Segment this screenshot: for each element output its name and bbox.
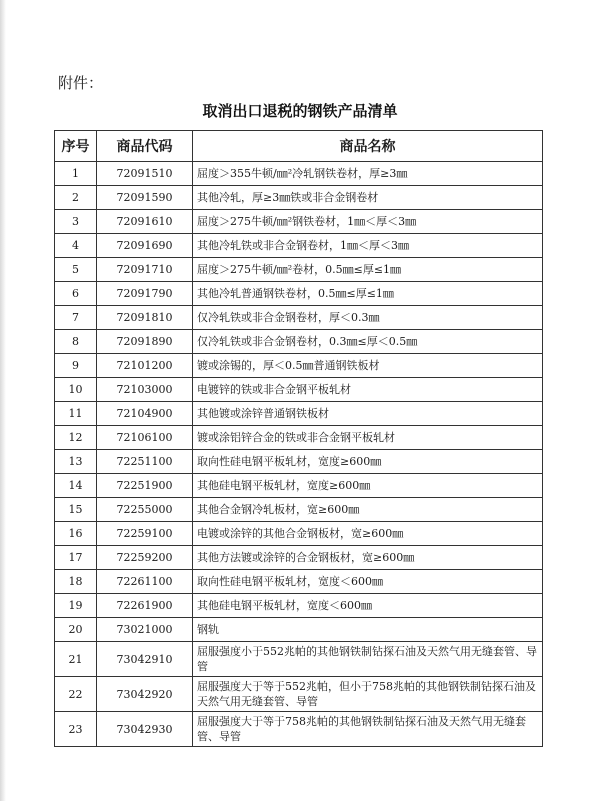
row-product-name: 屈度＞275牛顿/㎜²钢铁卷材，1㎜＜厚＜3㎜	[193, 210, 543, 234]
table-row	[55, 522, 543, 546]
row-product-code: 72091690	[97, 234, 193, 258]
row-serial-number: 21	[55, 642, 97, 677]
table-row	[55, 712, 543, 747]
table-row	[55, 258, 543, 282]
row-serial-number: 20	[55, 618, 97, 642]
row-product-code: 72091710	[97, 258, 193, 282]
row-serial-number: 3	[55, 210, 97, 234]
row-product-name: 其他硅电钢平板轧材，宽度＜600㎜	[193, 594, 543, 618]
row-product-name: 取向性硅电钢平板轧材，宽度＜600㎜	[193, 570, 543, 594]
row-serial-number: 4	[55, 234, 97, 258]
row-product-name: 其他镀或涂锌普通钢铁板材	[193, 402, 543, 426]
attachment-label: 附件：	[58, 74, 104, 92]
row-serial-number: 5	[55, 258, 97, 282]
row-product-code: 72259100	[97, 522, 193, 546]
table-row	[55, 282, 543, 306]
row-serial-number: 18	[55, 570, 97, 594]
header-product-code: 商品代码	[97, 131, 193, 162]
row-product-name: 其他硅电钢平板轧材，宽度≥600㎜	[193, 474, 543, 498]
row-product-name: 屈服强度大于等于552兆帕，但小于758兆帕的其他钢铁制钻探石油及天然气用无缝套管、导管	[193, 677, 543, 712]
row-product-code: 72091790	[97, 282, 193, 306]
row-product-code: 72091810	[97, 306, 193, 330]
row-product-code: 72091890	[97, 330, 193, 354]
row-product-code: 72251900	[97, 474, 193, 498]
row-product-name: 仅冷轧铁或非合金钢卷材，厚＜0.3㎜	[193, 306, 543, 330]
row-serial-number: 13	[55, 450, 97, 474]
row-product-code: 72106100	[97, 426, 193, 450]
row-serial-number: 9	[55, 354, 97, 378]
table-row	[55, 594, 543, 618]
row-serial-number: 23	[55, 712, 97, 747]
row-product-name: 屈服强度小于552兆帕的其他钢铁制钻探石油及天然气用无缝套管、导管	[193, 642, 543, 677]
product-table	[54, 130, 543, 747]
row-product-name: 其他冷轧普通钢铁卷材，0.5㎜≤厚≤1㎜	[193, 282, 543, 306]
table-row	[55, 546, 543, 570]
row-serial-number: 1	[55, 162, 97, 186]
table-row	[55, 402, 543, 426]
row-product-code: 72259200	[97, 546, 193, 570]
row-product-code: 73042920	[97, 677, 193, 712]
row-product-name: 其他冷轧铁或非合金钢卷材，1㎜＜厚＜3㎜	[193, 234, 543, 258]
table-row	[55, 426, 543, 450]
document-title: 取消出口退税的钢铁产品清单	[202, 102, 398, 120]
row-product-name: 镀或涂锡的，厚＜0.5㎜普通钢铁板材	[193, 354, 543, 378]
table-row	[55, 162, 543, 186]
row-product-code: 73042930	[97, 712, 193, 747]
row-serial-number: 10	[55, 378, 97, 402]
row-serial-number: 12	[55, 426, 97, 450]
row-product-code: 73021000	[97, 618, 193, 642]
table-row	[55, 234, 543, 258]
row-serial-number: 11	[55, 402, 97, 426]
table-row	[55, 498, 543, 522]
row-product-name: 取向性硅电钢平板轧材，宽度≥600㎜	[193, 450, 543, 474]
row-product-name: 其他合金钢冷轧板材，宽≥600㎜	[193, 498, 543, 522]
table-row	[55, 618, 543, 642]
table-body	[55, 162, 543, 747]
header-serial-number: 序号	[55, 131, 97, 162]
table-row	[55, 378, 543, 402]
row-product-code: 72101200	[97, 354, 193, 378]
header-product-name: 商品名称	[193, 131, 543, 162]
table-header-row	[55, 131, 543, 162]
row-serial-number: 17	[55, 546, 97, 570]
row-product-code: 72091510	[97, 162, 193, 186]
row-product-name: 电镀锌的铁或非合金钢平板轧材	[193, 378, 543, 402]
row-product-code: 72251100	[97, 450, 193, 474]
row-serial-number: 2	[55, 186, 97, 210]
row-product-code: 72091590	[97, 186, 193, 210]
row-product-code: 72091610	[97, 210, 193, 234]
row-product-name: 屈服强度大于等于758兆帕的其他钢铁制钻探石油及天然气用无缝套管、导管	[193, 712, 543, 747]
row-product-code: 72104900	[97, 402, 193, 426]
table-row	[55, 186, 543, 210]
row-serial-number: 14	[55, 474, 97, 498]
row-product-name: 其他方法镀或涂锌的合金钢板材，宽≥600㎜	[193, 546, 543, 570]
row-product-code: 72261900	[97, 594, 193, 618]
row-product-name: 屈度＞355牛顿/㎜²冷轧钢铁卷材，厚≥3㎜	[193, 162, 543, 186]
row-product-name: 其他冷轧，厚≥3㎜铁或非合金钢卷材	[193, 186, 543, 210]
row-product-name: 钢轨	[193, 618, 543, 642]
table-row	[55, 450, 543, 474]
table-row	[55, 354, 543, 378]
row-product-code: 72103000	[97, 378, 193, 402]
table-row	[55, 570, 543, 594]
table-row	[55, 474, 543, 498]
row-product-name: 镀或涂铝锌合金的铁或非合金钢平板轧材	[193, 426, 543, 450]
table-row	[55, 210, 543, 234]
row-serial-number: 7	[55, 306, 97, 330]
table-row	[55, 642, 543, 677]
row-product-name: 仅冷轧铁或非合金钢卷材，0.3㎜≤厚＜0.5㎜	[193, 330, 543, 354]
row-serial-number: 15	[55, 498, 97, 522]
row-product-code: 72261100	[97, 570, 193, 594]
row-serial-number: 6	[55, 282, 97, 306]
row-serial-number: 22	[55, 677, 97, 712]
table-row	[55, 330, 543, 354]
row-product-name: 屈度＞275牛顿/㎜²卷材，0.5㎜≤厚≤1㎜	[193, 258, 543, 282]
table-row	[55, 677, 543, 712]
table-row	[55, 306, 543, 330]
row-product-code: 73042910	[97, 642, 193, 677]
row-product-name: 电镀或涂锌的其他合金钢板材，宽≥600㎜	[193, 522, 543, 546]
row-serial-number: 19	[55, 594, 97, 618]
row-serial-number: 8	[55, 330, 97, 354]
row-product-code: 72255000	[97, 498, 193, 522]
row-serial-number: 16	[55, 522, 97, 546]
